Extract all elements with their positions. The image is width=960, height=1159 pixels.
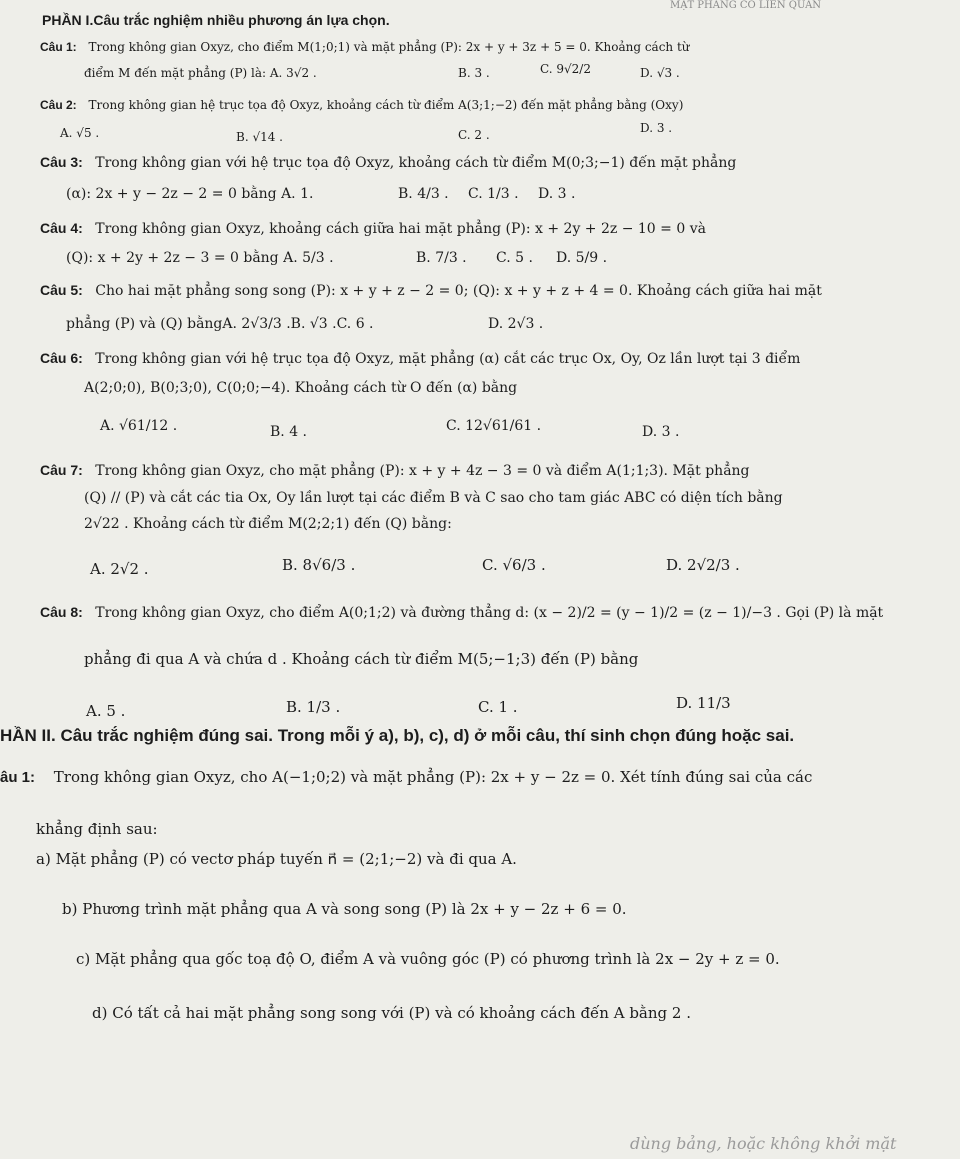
- q1-option-b: B. 3 .: [458, 66, 490, 80]
- q6-option-b: B. 4 .: [270, 424, 307, 440]
- q8-number: Câu 8:: [40, 604, 83, 620]
- q3-option-d: D. 3 .: [538, 186, 576, 202]
- q1-option-c: C. 9√2/2: [540, 62, 591, 76]
- q7-line2: (Q) // (P) và cắt các tia Ox, Oy lần lượt tại các điểm B và C sao cho tam giác ABC có diện tích bằng: [84, 490, 783, 506]
- q6-line2: A(2;0;0), B(0;3;0), C(0;0;−4). Khoảng cách từ O đến (α) bằng: [84, 380, 518, 396]
- p2q1-text: Trong không gian Oxyz, cho A(−1;0;2) và mặt phẳng (P): 2x + y − 2z = 0. Xét tính đúng sai của các: [53, 768, 813, 786]
- q7-text: Trong không gian Oxyz, cho mặt phẳng (P): x + y + 4z − 3 = 0 và điểm A(1;1;3). Mặt phẳng: [95, 463, 750, 479]
- q5-line1: [40, 282, 822, 299]
- q4-option-b: B. 7/3 .: [416, 250, 467, 266]
- q1-text: Trong không gian Oxyz, cho điểm M(1;0;1) và mặt phẳng (P): 2x + y + 3z + 5 = 0. Khoảng cách từ: [88, 40, 690, 54]
- q6-option-d: D. 3 .: [642, 424, 680, 440]
- part2-title: HẦN II. Câu trắc nghiệm đúng sai. Trong mỗi ý a), b), c), d) ở mỗi câu, thí sinh chọn đúng hoặc sai.: [0, 726, 795, 745]
- q7-number: Câu 7:: [40, 462, 83, 478]
- q4-text: Trong không gian Oxyz, khoảng cách giữa hai mặt phẳng (P): x + 2y + 2z − 10 = 0 và: [95, 221, 706, 237]
- p2q1-statement-a: a) Mặt phẳng (P) có vectơ pháp tuyến n⃗ = (2;1;−2) và đi qua A.: [36, 850, 517, 868]
- q2-option-c: C. 2 .: [458, 128, 490, 142]
- q4-line1: [40, 220, 706, 237]
- q2-option-b: B. √14 .: [236, 130, 283, 144]
- q3-line2: (α): 2x + y − 2z − 2 = 0 bằng A. 1.: [66, 186, 314, 202]
- p2q1-statement-c: c) Mặt phẳng qua gốc toạ độ O, điểm A và vuông góc (P) có phương trình là 2x − 2y + z = 0.: [76, 950, 780, 968]
- q1-line1: [40, 40, 690, 54]
- q1-number: Câu 1:: [40, 40, 77, 54]
- q3-text: Trong không gian với hệ trục tọa độ Oxyz, khoảng cách từ điểm M(0;3;−1) đến mặt phẳng: [95, 155, 737, 171]
- q3-option-b: B. 4/3 .: [398, 186, 449, 202]
- q8-option-b: B. 1/3 .: [286, 698, 341, 716]
- q7-option-a: A. 2√2 .: [90, 560, 149, 578]
- q5-option-d: D. 2√3 .: [488, 316, 544, 332]
- q4-line2: (Q): x + 2y + 2z − 3 = 0 bằng A. 5/3 .: [66, 250, 334, 266]
- q2-option-a: A. √5 .: [60, 126, 100, 140]
- q8-option-c: C. 1 .: [478, 698, 518, 716]
- q3-option-c: C. 1/3 .: [468, 186, 519, 202]
- q3-number: Câu 3:: [40, 154, 83, 170]
- q5-text: Cho hai mặt phẳng song song (P): x + y + z − 2 = 0; (Q): x + y + z + 4 = 0. Khoảng cách giữa hai mặt: [95, 283, 822, 299]
- q7-line3: 2√22 . Khoảng cách từ điểm M(2;2;1) đến (Q) bằng:: [84, 516, 452, 532]
- q8-option-a: A. 5 .: [86, 702, 126, 720]
- p2q1-line1: [0, 768, 812, 786]
- q2-number: Câu 2:: [40, 98, 77, 112]
- part1-title: PHẦN I.Câu trắc nghiệm nhiều phương án lựa chọn.: [42, 12, 390, 28]
- q7-option-d: D. 2√2/3 .: [666, 556, 740, 574]
- p2q1-statement-d: d) Có tất cả hai mặt phẳng song song với (P) và có khoảng cách đến A bằng 2 .: [92, 1004, 691, 1022]
- q6-option-a: A. √61/12 .: [100, 418, 178, 434]
- q3-line1: [40, 154, 736, 171]
- q8-text: Trong không gian Oxyz, cho điểm A(0;1;2) và đường thẳng d: (x − 2)/2 = (y − 1)/2 = (z − 1)/−3 . Gọi (P) là mặt: [95, 605, 884, 621]
- p2q1-statement-b: b) Phương trình mặt phẳng qua A và song song (P) là 2x + y − 2z + 6 = 0.: [62, 900, 627, 918]
- q8-option-d: D. 11/3: [676, 694, 731, 712]
- q2-line1: [40, 98, 683, 112]
- q7-option-b: B. 8√6/3 .: [282, 556, 356, 574]
- q6-line1: [40, 350, 800, 367]
- q7-line1: [40, 462, 750, 479]
- footer-strip: dùng bảng, hoặc không khởi mặt: [630, 1134, 897, 1153]
- q1-line2: điểm M đến mặt phẳng (P) là: A. 3√2 .: [84, 66, 317, 80]
- q6-option-c: C. 12√61/61 .: [446, 418, 542, 434]
- p2q1-line2: khẳng định sau:: [36, 820, 158, 838]
- q1-option-d: D. √3 .: [640, 66, 680, 80]
- q4-option-d: D. 5/9 .: [556, 250, 608, 266]
- q2-option-d: D. 3 .: [640, 121, 673, 135]
- q5-number: Câu 5:: [40, 282, 83, 298]
- header-strip: MẶT PHẲNG CÓ LIÊN QUAN: [670, 0, 822, 11]
- q4-option-c: C. 5 .: [496, 250, 533, 266]
- q7-option-c: C. √6/3 .: [482, 556, 546, 574]
- q4-number: Câu 4:: [40, 220, 83, 236]
- q6-text: Trong không gian với hệ trục tọa độ Oxyz, mặt phẳng (α) cắt các trục Ox, Oy, Oz lần lượt tại 3 điểm: [95, 351, 801, 367]
- q8-line2: phẳng đi qua A và chứa d . Khoảng cách từ điểm M(5;−1;3) đến (P) bằng: [84, 650, 639, 668]
- q8-line1: [40, 604, 883, 621]
- q2-text: Trong không gian hệ trục tọa độ Oxyz, khoảng cách từ điểm A(3;1;−2) đến mặt phẳng bằng (Oxy): [88, 98, 684, 112]
- p2q1-number: âu 1:: [0, 769, 36, 786]
- q6-number: Câu 6:: [40, 350, 83, 366]
- q5-line2: phẳng (P) và (Q) bằngA. 2√3/3 .B. √3 .C. 6 .: [66, 316, 374, 332]
